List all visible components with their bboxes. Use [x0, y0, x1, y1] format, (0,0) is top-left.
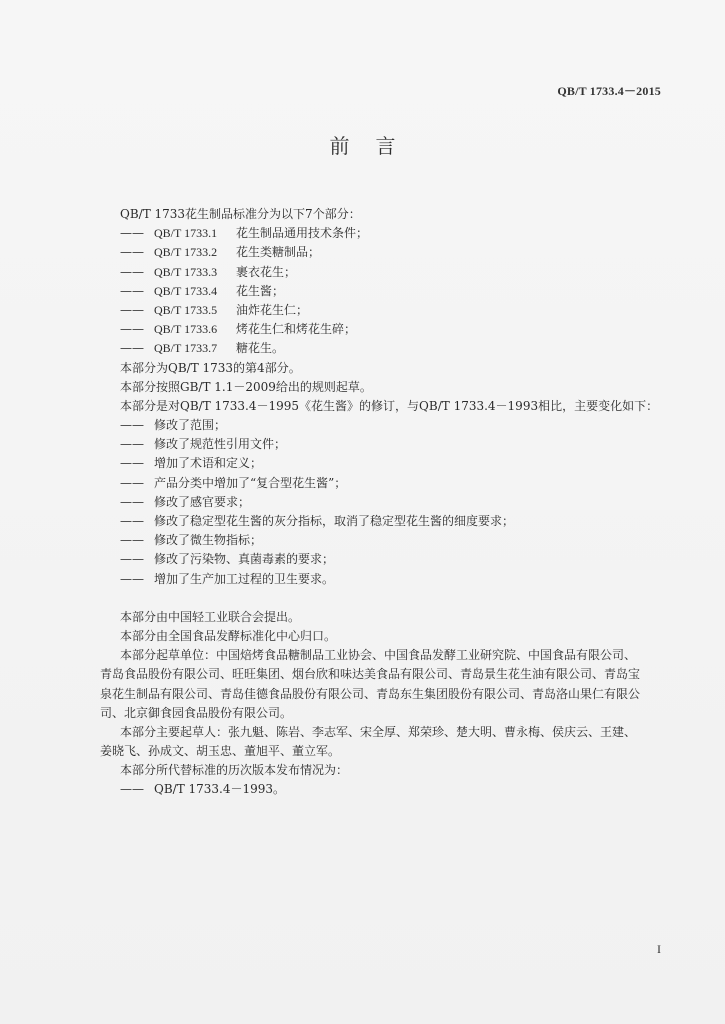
intro-text: QB/T 1733花生制品标准分为以下7个部分： [120, 207, 361, 221]
list-dash: —— [120, 456, 144, 471]
part-code: QB/T 1733.4 [154, 283, 218, 298]
change-text: 修改了范围； [154, 418, 227, 433]
change-text: 增加了术语和定义； [154, 456, 263, 471]
part-code: QB/T 1733.1 [154, 226, 218, 241]
change-text: 产品分类中增加了“复合型花生酱”； [154, 475, 347, 490]
page-number: I [657, 942, 661, 956]
list-item [120, 570, 668, 589]
drafting-units-line: 本部分起草单位：中国焙烤食品糖制品工业协会、中国食品发酵工业研究院、中国食品有限公司、 [120, 648, 637, 663]
drafters-line: 本部分主要起草人：张九魁、陈岩、李志军、宋全厚、郑荣珍、楚大明、曹永梅、侯庆云、王建、 [120, 724, 637, 739]
part-name: 花生类糖制品； [236, 245, 321, 260]
list-dash: —— [120, 514, 144, 528]
drafters-line: 姜晓飞、孙成文、胡玉忠、董旭平、董立军。 [100, 744, 341, 759]
list-dash: —— [120, 494, 144, 509]
statement-text: 本部分按照GB/T 1.1－2009给出的规则起草。 [120, 379, 372, 394]
change-text: 增加了生产加工过程的卫生要求。 [154, 571, 335, 586]
list-dash: —— [120, 552, 144, 567]
list-item [120, 512, 668, 531]
list-dash: —— [120, 245, 144, 260]
change-text: 修改了规范性引用文件； [154, 437, 287, 452]
list-dash: —— [120, 283, 144, 298]
list-item [120, 224, 668, 243]
statement-text: 本部分为QB/T 1733的第4部分。 [120, 360, 301, 375]
statement-text: 本部分是对QB/T 1733.4－1995《花生酱》的修订，与QB/T 1733.4－1993相比，主要变化如下： [120, 398, 659, 413]
list-item [120, 780, 668, 799]
part-name: 花生制品通用技术条件； [236, 226, 369, 241]
list-item [120, 263, 668, 282]
part-code: QB/T 1733.6 [154, 322, 218, 337]
part-code: QB/T 1733.2 [154, 245, 218, 260]
foreword-body [100, 205, 668, 800]
part-name: 油炸花生仁； [236, 302, 309, 317]
list-item [120, 301, 668, 320]
part-name: 烤花生仁和烤花生碎； [236, 322, 357, 337]
list-dash: —— [120, 302, 144, 317]
drafting-units-line: 青岛食品股份有限公司、旺旺集团、烟台欣和味达美食品有限公司、青岛景生花生油有限公司、青岛宝 [100, 667, 641, 682]
list-dash: —— [120, 782, 144, 797]
list-item [120, 531, 668, 550]
list-item [120, 454, 668, 473]
part-code: QB/T 1733.3 [154, 264, 218, 279]
part-code: QB/T 1733.7 [154, 341, 218, 356]
list-dash: —— [120, 475, 144, 490]
change-text: 修改了感官要求； [154, 494, 251, 509]
history-intro-text: 本部分所代替标准的历次版本发布情况为： [120, 763, 349, 778]
list-dash: —— [120, 226, 144, 241]
list-item [120, 474, 668, 493]
list-dash: —— [120, 264, 144, 279]
list-item [120, 282, 668, 301]
drafting-units-line: 司、北京御食园食品股份有限公司。 [100, 705, 293, 720]
list-item [120, 416, 668, 435]
list-dash: —— [120, 418, 144, 433]
list-dash: —— [120, 571, 144, 586]
list-item [120, 339, 668, 358]
list-dash: —— [120, 437, 144, 452]
list-item [120, 550, 668, 569]
page-title: 前言 [329, 134, 422, 158]
paragraph-gap [120, 589, 668, 608]
list-item [120, 435, 668, 454]
managed-by-text: 本部分由全国食品发酵标准化中心归口。 [120, 628, 337, 643]
list-item [120, 243, 668, 262]
proposed-by-text: 本部分由中国轻工业联合会提出。 [120, 609, 301, 624]
drafting-units-line: 泉花生制品有限公司、青岛佳德食品股份有限公司、青岛东生集团股份有限公司、青岛洛山果仁有限公 [100, 686, 641, 701]
part-name: 裹衣花生； [236, 264, 297, 279]
part-code: QB/T 1733.5 [154, 302, 218, 317]
part-name: 糖花生。 [236, 341, 285, 356]
list-item [120, 493, 668, 512]
list-dash: —— [120, 322, 144, 337]
list-dash: —— [120, 341, 144, 356]
change-text: 修改了污染物、真菌毒素的要求； [154, 552, 335, 567]
part-name: 花生酱； [236, 283, 285, 298]
change-text: 修改了微生物指标； [154, 533, 263, 548]
change-text: 修改了稳定型花生酱的灰分指标，取消了稳定型花生酱的细度要求； [154, 514, 515, 528]
list-item [120, 320, 668, 339]
list-dash: —— [120, 533, 144, 548]
history-code: QB/T 1733.4－1993。 [154, 782, 286, 797]
standard-code: QB/T 1733.4－2015 [557, 84, 661, 98]
